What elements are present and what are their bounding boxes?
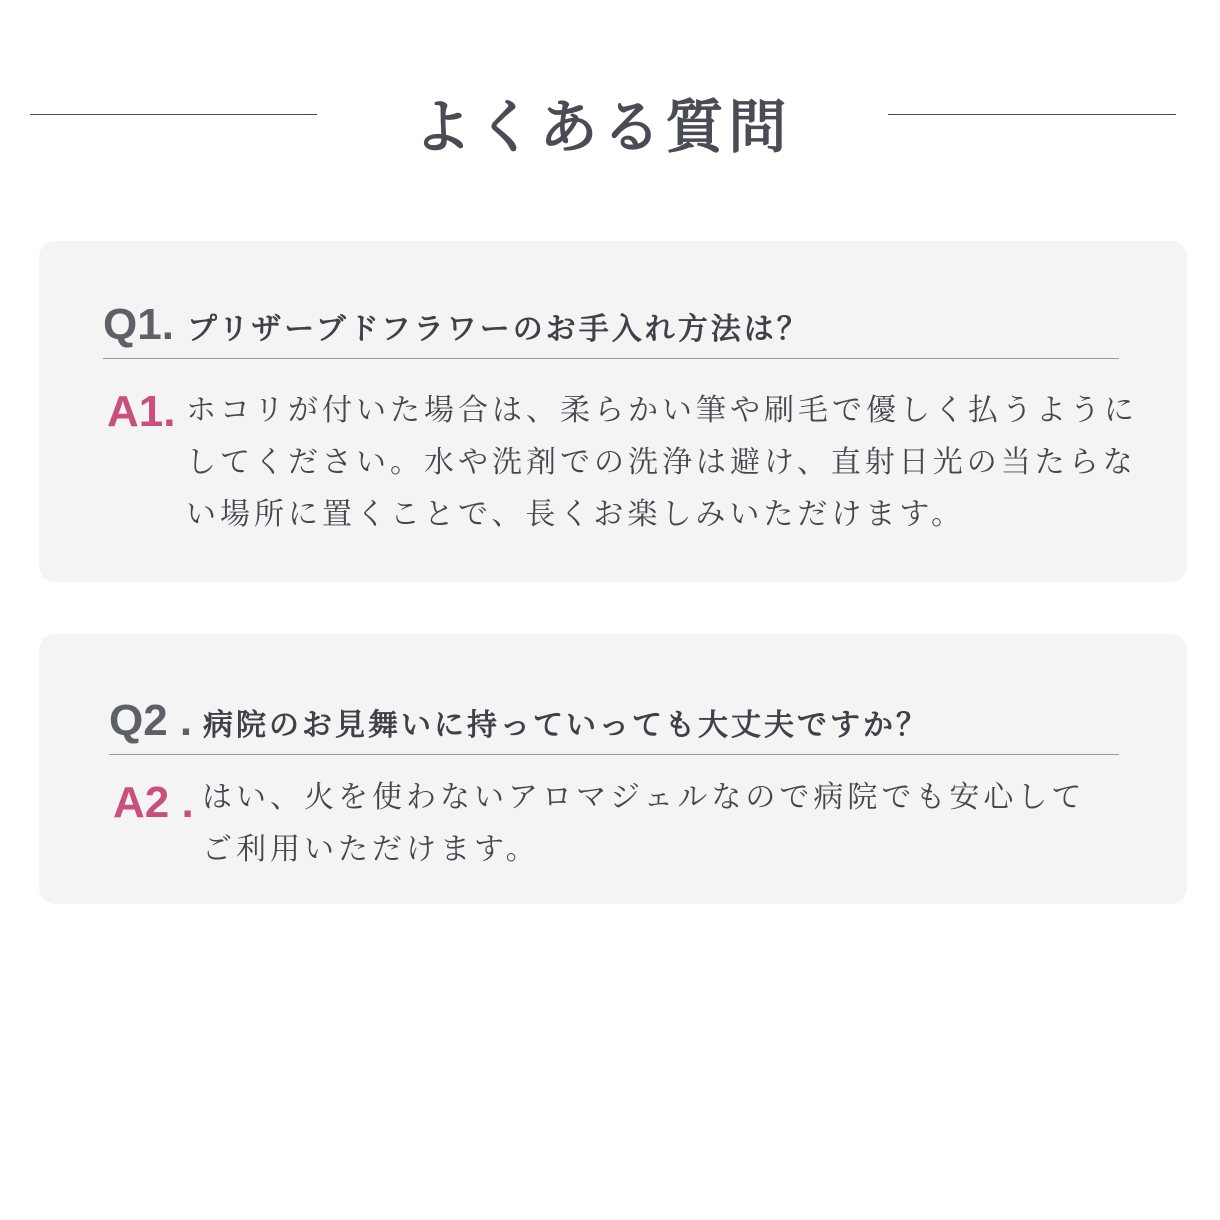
question-text: 病院のお見舞いに持っていっても大丈夫ですか？: [203, 708, 929, 743]
answer-label: A2 .: [113, 778, 194, 827]
answer-label: A1.: [107, 387, 176, 436]
faq-header: [0, 90, 1220, 170]
question-row: [103, 298, 1119, 359]
faq-item-2: [39, 634, 1187, 904]
title-divider-right: [888, 114, 1176, 115]
answer-text: ホコリが付いた場合は、柔らかい筆や刷毛で優しく払うようにしてください。水や洗剤での洗浄は避け、直射日光の当たらない場所に置くことで、長くお楽しみいただけます。: [186, 393, 1138, 532]
page-title: よくある質問: [413, 93, 792, 161]
question-row: [109, 694, 1119, 755]
question-label: Q2 .: [109, 696, 193, 745]
title-divider-left: [30, 114, 317, 115]
faq-item-1: [39, 241, 1187, 582]
question-label: Q1.: [103, 300, 174, 349]
answer-text: はい、火を使わないアロマジェルなので病院でも安心してご利用いただけます。: [202, 780, 1086, 867]
question-text: プリザーブドフラワーのお手入れ方法は？: [187, 312, 810, 347]
